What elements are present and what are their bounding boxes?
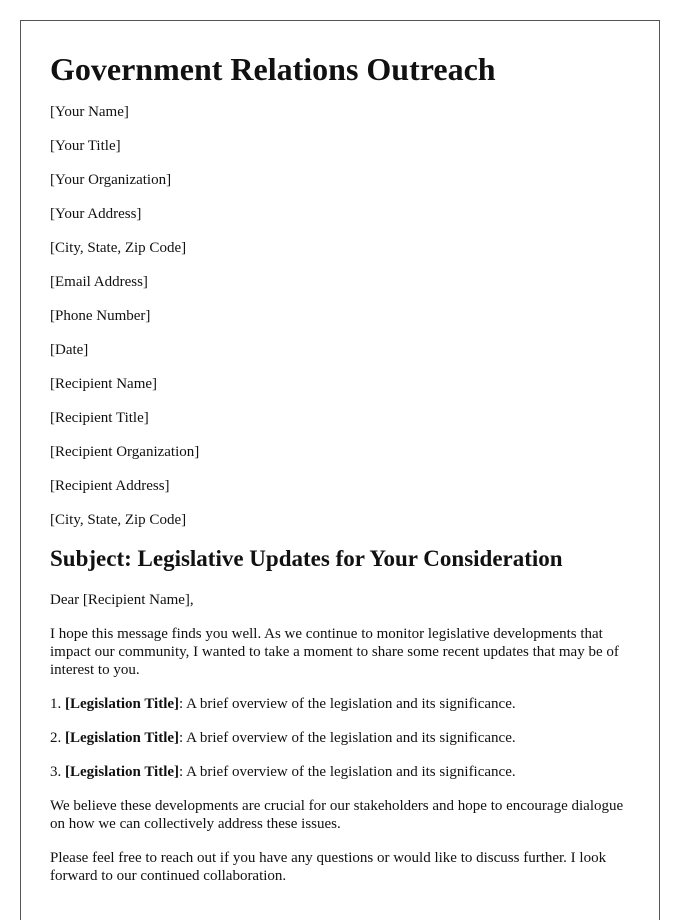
subject-heading: Subject: Legislative Updates for Your Consideration [50,546,563,571]
letter-date: [Date] [50,342,89,358]
legislation-overview: : A brief overview of the legislation and its significance. [179,764,516,780]
recipient-address: [Recipient Address] [50,478,170,494]
legislation-item-1 [50,695,630,713]
sender-organization: [Your Organization] [50,172,172,188]
item-number: 2. [50,730,65,746]
letter-page [20,20,660,920]
legislation-item-2 [50,729,630,747]
sender-name: [Your Name] [50,104,129,120]
legislation-title: [Legislation Title] [65,764,180,780]
recipient-organization: [Recipient Organization] [50,444,200,460]
recipient-title: [Recipient Title] [50,410,149,426]
closing-paragraph-2: Please feel free to reach out if you have any questions or would like to discuss further. I look forward to our continued collaboration. [50,850,607,884]
item-number: 3. [50,764,65,780]
legislation-item-3 [50,763,630,781]
legislation-title: [Legislation Title] [65,730,180,746]
recipient-block [50,375,630,529]
item-number: 1. [50,696,65,712]
letter-title: Government Relations Outreach [50,51,496,87]
sender-email: [Email Address] [50,274,148,290]
recipient-name: [Recipient Name] [50,376,158,392]
sender-title: [Your Title] [50,138,121,154]
sender-city-state-zip: [City, State, Zip Code] [50,240,187,256]
sender-block [50,103,630,359]
legislation-overview: : A brief overview of the legislation and its significance. [179,730,516,746]
sender-phone: [Phone Number] [50,308,151,324]
intro-paragraph: I hope this message finds you well. As we continue to monitor legislative developments that impact our community, I wanted to take a moment to share some recent updates that may be of interest to you. [50,626,619,678]
legislation-title: [Legislation Title] [65,696,180,712]
sender-address: [Your Address] [50,206,142,222]
salutation: Dear [Recipient Name], [50,592,194,608]
legislation-overview: : A brief overview of the legislation and its significance. [179,696,516,712]
recipient-city-state-zip: [City, State, Zip Code] [50,512,187,528]
closing-paragraph-1: We believe these developments are crucial for our stakeholders and hope to encourage dialogue on how we can collectively address these issues. [50,798,624,832]
